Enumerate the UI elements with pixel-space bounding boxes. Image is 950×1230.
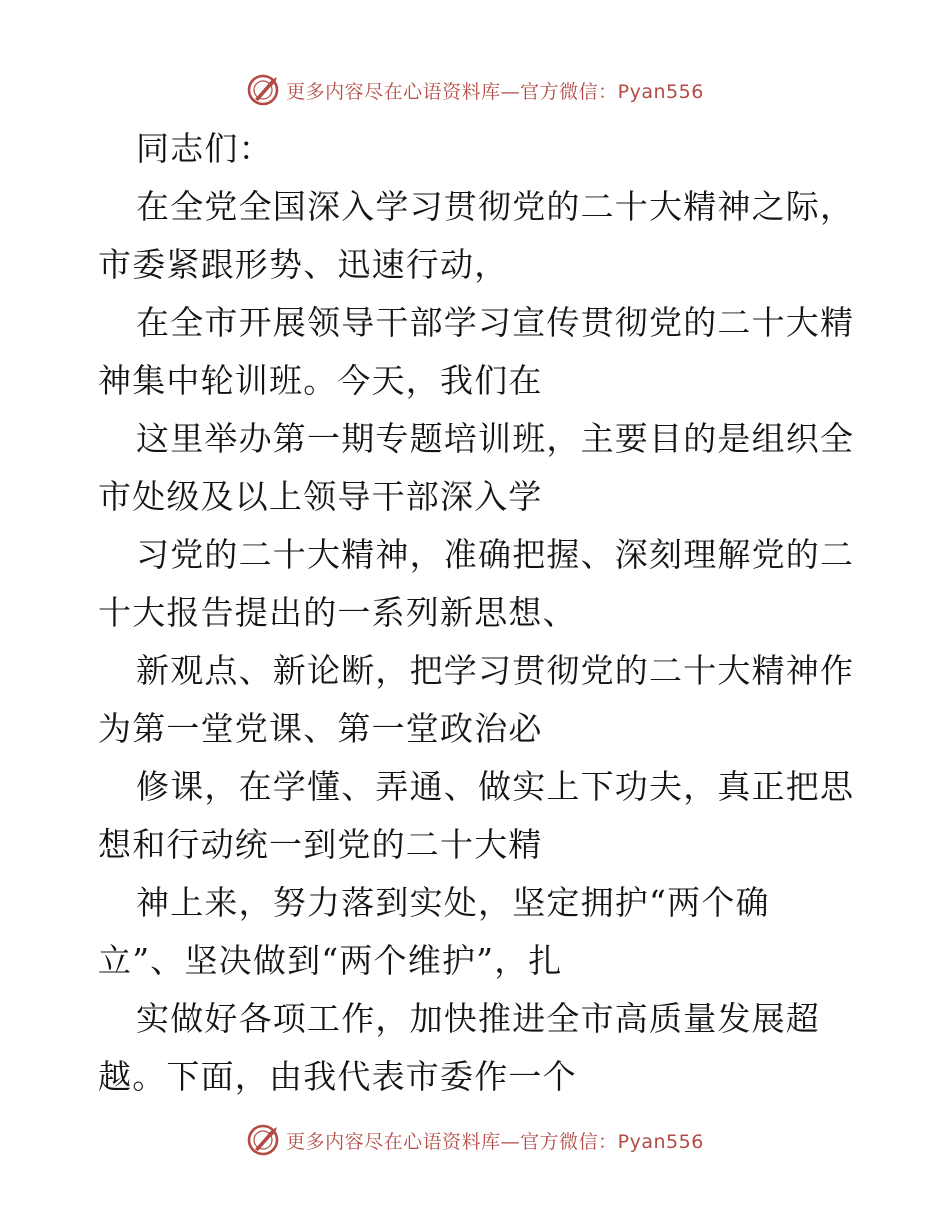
text-line: 立”、坚决做到“两个维护”，扎: [98, 941, 563, 980]
text-line: 在全党全国深入学习贯彻党的二十大精神之际，: [136, 187, 855, 226]
text-line: 修课，在学懂、弄通、做实上下功夫，真正把思: [136, 767, 855, 806]
quill-logo-icon: [246, 73, 280, 107]
text-line: 实做好各项工作，加快推进全市高质量发展超: [136, 999, 820, 1038]
text-line: 习党的二十大精神，准确把握、深刻理解党的二: [136, 535, 855, 574]
text-line: 新观点、新论断，把学习贯彻党的二十大精神作: [136, 651, 855, 690]
text-line: 同志们：: [136, 129, 273, 168]
text-line: 为第一堂党课、第一堂政治必: [98, 709, 543, 748]
text-line: 市委紧跟形势、迅速行动，: [98, 245, 509, 284]
text-line: 十大报告提出的一系列新思想、: [98, 593, 577, 632]
text-line: 越。下面，由我代表市委作一个: [98, 1057, 577, 1096]
header-watermark: [0, 70, 950, 110]
text-line: 神上来，努力落到实处，坚定拥护“两个确: [136, 883, 770, 922]
watermark-wechat-id: Pyan556: [617, 1130, 704, 1153]
footer-watermark: [0, 1120, 950, 1160]
body-text: [98, 120, 858, 1106]
text-line: 这里举办第一期专题培训班，主要目的是组织全: [136, 419, 855, 458]
watermark-wechat-id: Pyan556: [617, 80, 704, 103]
text-line: 神集中轮训班。今天，我们在: [98, 361, 543, 400]
text-line: 市处级及以上领导干部深入学: [98, 477, 543, 516]
text-line: 想和行动统一到党的二十大精: [98, 825, 543, 864]
text-line: 在全市开展领导干部学习宣传贯彻党的二十大精: [136, 303, 855, 342]
quill-logo-icon: [246, 1123, 280, 1157]
watermark-text: 更多内容尽在心语资料库—官方微信：Pyan556: [286, 1130, 704, 1153]
watermark-text: 更多内容尽在心语资料库—官方微信：Pyan556: [286, 80, 704, 103]
